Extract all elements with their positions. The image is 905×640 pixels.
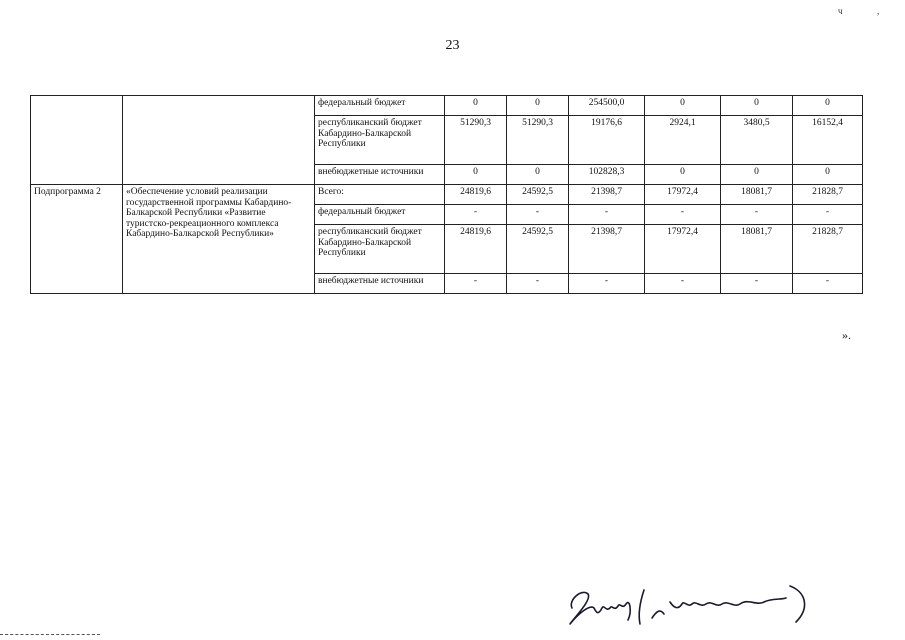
value-cell: 0 [793, 96, 863, 116]
table-row [31, 185, 863, 205]
value-cell: 0 [721, 96, 793, 116]
value-cell: 2924,1 [645, 116, 721, 165]
value-cell: 21398,7 [569, 225, 645, 274]
value-cell: 24592,5 [507, 185, 569, 205]
source-cell: федеральный бюджет [315, 96, 445, 116]
value-cell: 0 [445, 165, 507, 185]
description-cell [123, 96, 315, 185]
value-cell: 18081,7 [721, 185, 793, 205]
value-cell: 21828,7 [793, 185, 863, 205]
source-cell: внебюджетные источники [315, 274, 445, 294]
table-row [31, 96, 863, 116]
value-cell: 0 [793, 165, 863, 185]
page-number: 23 [445, 38, 460, 53]
value-cell: - [645, 205, 721, 225]
budget-table [30, 95, 863, 294]
value-cell: 102828,3 [569, 165, 645, 185]
value-cell: - [793, 274, 863, 294]
value-cell: - [569, 205, 645, 225]
footer-line [0, 634, 100, 636]
value-cell: 51290,3 [507, 116, 569, 165]
value-cell: 24819,6 [445, 185, 507, 205]
value-cell: 0 [507, 96, 569, 116]
value-cell: 19176,6 [569, 116, 645, 165]
source-cell: федеральный бюджет [315, 205, 445, 225]
source-cell: Всего: [315, 185, 445, 205]
value-cell: 0 [507, 165, 569, 185]
handwritten-signature [560, 578, 830, 635]
source-cell: внебюджетные источники [315, 165, 445, 185]
value-cell: - [445, 205, 507, 225]
value-cell: 21828,7 [793, 225, 863, 274]
program-cell: Подпрограмма 2 [31, 185, 123, 294]
value-cell: 21398,7 [569, 185, 645, 205]
value-cell: 18081,7 [721, 225, 793, 274]
value-cell: 0 [645, 96, 721, 116]
value-cell: 17972,4 [645, 225, 721, 274]
closing-quote-mark: ». [842, 328, 851, 342]
value-cell: 24819,6 [445, 225, 507, 274]
value-cell: 0 [445, 96, 507, 116]
value-cell: 3480,5 [721, 116, 793, 165]
value-cell: 51290,3 [445, 116, 507, 165]
corner-mark-2: , [877, 6, 880, 16]
value-cell: - [721, 205, 793, 225]
value-cell: - [445, 274, 507, 294]
value-cell: 17972,4 [645, 185, 721, 205]
source-cell: республиканский бюджет Кабардино-Балкарской Республики [315, 225, 445, 274]
description-cell: «Обеспечение условий реализации государственной программы Кабардино-Балкарской Республики «Развитие туристско-рекреационного комплекса Кабардино-Балкарской Республики» [123, 185, 315, 294]
value-cell: 0 [721, 165, 793, 185]
value-cell: 16152,4 [793, 116, 863, 165]
value-cell: 24592,5 [507, 225, 569, 274]
value-cell: - [569, 274, 645, 294]
value-cell: - [645, 274, 721, 294]
value-cell: - [721, 274, 793, 294]
value-cell: 254500,0 [569, 96, 645, 116]
program-cell [31, 96, 123, 185]
corner-mark-1: ч [838, 6, 843, 16]
source-cell: республиканский бюджет Кабардино-Балкарской Республики [315, 116, 445, 165]
value-cell: - [507, 205, 569, 225]
value-cell: 0 [645, 165, 721, 185]
value-cell: - [507, 274, 569, 294]
value-cell: - [793, 205, 863, 225]
